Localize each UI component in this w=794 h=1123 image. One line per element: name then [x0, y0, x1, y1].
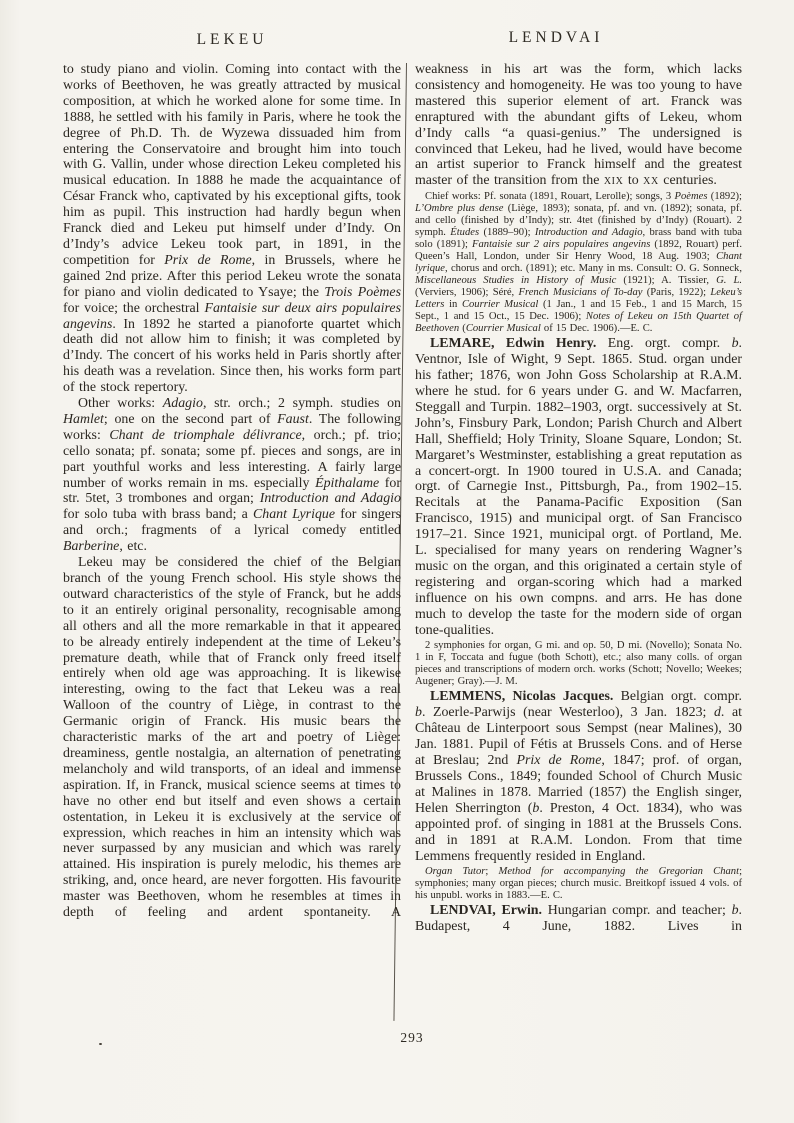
text-segment: in [444, 299, 462, 311]
text-segment: (1892); [707, 191, 742, 203]
text-segment: Introduction and Adagio [534, 227, 643, 239]
text-segment: . The following works: [63, 411, 402, 443]
text-segment: (1921); A. Tissier, [616, 275, 717, 287]
text-segment: , 1847; prof. of organ, Brussels Cons., 1849; founded School of Church Music at Malines in 1878. Married (1857) the English singer, Helen Sherrington ( [415, 753, 742, 816]
entry-lekeu-other-works [63, 396, 401, 555]
text-segment: (Verviers, 1906); Séré, [415, 287, 519, 299]
entry-lemare-works [415, 640, 742, 688]
text-segment: xix [603, 173, 624, 189]
text-segment: b [731, 903, 739, 919]
text-segment: Chant de triomphale délivrance [109, 427, 302, 443]
text-segment: Lekeu may be considered the chief of the Belgian branch of the young French school. His style shows the outward characteristics of the style of Franck, but he adds to it an entirely original personality, recognisable among all others and all the more remarkable in that it appeared to be already entirely independent at the time of Lekeu’s premature death, while that of Franck only freed itself entirely when old age was approaching. It is likewise interesting, owing to the fact that Lekeu was a real Walloon of the country of Liège, in contrast to the Germanic origin of Franck. His music bears the characteristic marks of the art and poetry of Liège: dreaminess, gentle nostalgia, an alternation of penetrating melancholy and wild transports, of an ideal and immense aspiration. If, in Franck, musical science seems at times to have no other end but itself and even shows a certain ostentation, in Lekeu it is exclusively at the service of expression, which reaches in him an intensity which was never surpassed by any musician and which was rarely attained. His inspiration is purely melodic, his themes are striking, and, once heard, are never forgotten. His favourite master was Beethoven, whom he resembles at times in depth of feeling and ardent spontaneity. A [63, 555, 401, 921]
text-segment: (1 Jan., 1 and 15 Feb., 1 and 15 March, 15 Sept., 1 and 15 Oct., 15 Dec. 1906); [415, 299, 742, 323]
text-segment: (1889–90); [479, 227, 535, 239]
left-text-column [63, 62, 401, 921]
text-segment: (1892, Rouart) perf. Queen’s Hall, London, under Sir Henry Wood, 18 Aug. 1903; [415, 239, 743, 263]
text-segment: weakness in his art was the form, which lacks consistency and homogeneity. He was too young to have mastered this superior element of art. Franck was enraptured with the abundant gifts of Lekeu, whom d’Indy calls “a quasi-genius.” The undersigned is convinced that Lekeu, had he lived, would have become an artist superior to Franck himself and the greatest master of the transition from the [415, 62, 742, 189]
text-segment: Courrier Musical [465, 323, 541, 335]
running-header-left: LEKEU [196, 31, 268, 48]
text-segment: Épithalame [315, 475, 380, 491]
text-segment: Études [450, 227, 480, 239]
text-segment: L’Ombre plus dense [415, 203, 504, 215]
text-segment: Faust [277, 411, 309, 427]
text-segment: Trois Poèmes [324, 284, 401, 300]
entry-lemmens [415, 689, 742, 864]
text-segment: ( [459, 323, 466, 335]
text-segment: Poèmes [674, 191, 708, 203]
entry-lekeu-chief-works [415, 191, 742, 335]
entry-lekeu-continuation [63, 62, 401, 396]
text-segment: . Preston, 4 Oct. 1834), who was appointed prof. of singing in 1881 at the Brussels Cons. and in 1891 at R.A.M. London. From that time Lemmens frequently resided in England. [415, 800, 742, 864]
text-segment: Organ Tutor [425, 866, 486, 878]
text-segment: to study piano and violin. Coming into contact with the works of Beethoven, he was greatly attracted by musical composition, at which he worked alone for some time. In 1888, he settled with his family in Paris, where he took the degree of Ph.D. Th. de Wyzewa dissuaded him from entering the Conservatoire and brought him into touch with G. Vallin, under whose direction Lekeu completed his musical education. In 1888 he made the acquaintance of César Franck who, captivated by his exceptional gifts, took him as pupil. This instruction had hardly begun when Franck died and Lekeu put himself under d’Indy. On d’Indy’s advice Lekeu took part, in 1891, in the competition for [63, 62, 401, 268]
entry-lemare [415, 336, 742, 638]
text-segment: LENDVAI, Erwin. [430, 903, 543, 919]
text-segment: centuries. [658, 173, 717, 189]
text-segment: ; [485, 866, 499, 878]
text-segment: Adagio [162, 396, 203, 412]
text-segment: French Musicians of To-day [518, 287, 643, 299]
entry-lendvai [415, 903, 742, 935]
text-segment: Fantaisie sur deux airs populaires angevins [63, 300, 401, 332]
entry-lekeu-assessment [63, 555, 401, 921]
text-segment: ; symphonies; many organ pieces; church music. Breitkopf issued 4 vols. of his unpubl. works in 1883.—E. C. [415, 866, 743, 902]
text-segment: Lekeu’s Letters [415, 287, 742, 311]
ink-speck [99, 1043, 102, 1045]
text-segment: Hamlet [63, 411, 104, 427]
text-segment: . Budapest, 4 June, 1882. Lives in [415, 903, 742, 935]
text-segment: xx [643, 173, 659, 189]
running-header-right: LENDVAI [508, 29, 604, 46]
text-segment: Chief works: Pf. sonata (1891, Rouart, Lerolle); songs, 3 [425, 191, 675, 203]
text-segment: Belgian orgt. compr. [613, 689, 742, 705]
text-segment: of 15 Dec. 1906).—E. C. [540, 323, 653, 335]
text-segment: Other works: [78, 396, 163, 412]
text-segment: . at Château de Linterpoort sous Sempst (near Malines), 30 Jan. 1881. Pupil of Fétis at Brussels Cons. and of Herse at Breslau; 2nd [415, 705, 742, 769]
text-segment: ; one on the second part of [103, 411, 278, 427]
right-text-column [415, 62, 742, 935]
text-segment: Miscellaneous Studies in History of Music [415, 275, 617, 287]
text-segment: for singers and orch.; fragments of a lyrical comedy entitled [63, 507, 401, 539]
text-segment: b [415, 705, 422, 721]
text-segment: b [731, 336, 739, 352]
text-segment: Notes of Lekeu on 15th Quartet of Beethoven [415, 311, 742, 335]
text-segment: for solo tuba with brass band; a [63, 507, 254, 523]
text-segment: , brass band with tuba solo (1891); [415, 227, 743, 251]
text-segment: (Paris, 1922); [642, 287, 711, 299]
text-segment: b [532, 800, 540, 816]
text-segment: Chant Lyrique [253, 507, 336, 523]
text-segment: , etc. [119, 539, 147, 555]
text-segment: for str. 5tet, 3 trombones and organ; [63, 475, 402, 507]
page-number: 293 [400, 1030, 424, 1045]
text-segment: LEMMENS, Nicolas Jacques. [430, 689, 614, 705]
entry-lemmens-works [415, 866, 742, 902]
text-segment: 2 symphonies for organ, G mi. and op. 50, D mi. (Novello); Sonata No. 1 in F, Toccata and fugue (both Schott), etc.; also many colls. of organ pieces and transcriptions of modern orch. works (Schott; Novello; Weekes; Augener; Gray).—J. M. [415, 640, 742, 688]
text-segment: Method for accompanying the Gregorian Chant [498, 866, 740, 878]
entry-lekeu-assessment-continued [415, 62, 742, 189]
text-segment: , chorus and orch. (1891); etc. Many in ms. Consult: O. G. Sonneck, [445, 263, 742, 275]
text-segment: Introduction and Adagio [259, 491, 401, 507]
text-segment: , str. orch.; 2 symph. studies on [202, 396, 402, 412]
text-segment: , orch.; pf. trio; cello sonata; pf. sonata; some pf. pieces and songs, are in part youthful works and less interesting. A fairly large number of works remain in ms. especially [63, 427, 401, 491]
text-segment: Eng. orgt. compr. [596, 336, 732, 352]
text-segment: Hungarian compr. and teacher; [542, 903, 732, 919]
text-segment: Fantaisie sur 2 airs populaires angevins [472, 239, 651, 251]
text-segment: . Ventnor, Isle of Wight, 9 Sept. 1865. Stud. organ under his father; 1876, won John Goss Scholarship at R.A.M. where he stud. for 6 years under G. and W. Macfarren, Steggall and Turpin. 1882–1903, orgt. successively at St. John’s, Finsbury Park, London; Parish Church and Albert Hall, Sheffield; Holy Trinity, Sloane Square, London; St. Margaret’s Westminster, establishing a great reputation as a concert-orgt. In 1900 toured in U.S.A. and Canada; orgt. of Carnegie Inst., Pittsburgh, Pa., from 1902–15. Recitals at the Panama-Pacific Exposition (San Francisco, 1915) and municipal orgt. of San Francisco 1917–21. Since 1921, municipal orgt. of Portland, Me. L. specialised for many years on rendering Wagner’s music on the organ, and this originated a certain style of registering and organ-scoring which had a marked influence on his own compns. and arrs. He has done much to develop the taste for the modern side of organ tone-qualities. [415, 336, 742, 638]
text-segment: Chant lyrique [415, 251, 742, 275]
text-segment: . Zoerle-Parwijs (near Westerloo), 3 Jan. 1823; [421, 705, 714, 721]
text-segment: d [713, 705, 721, 721]
text-segment: LEMARE, Edwin Henry. [430, 336, 597, 352]
text-segment: G. L. [716, 275, 742, 287]
text-segment: Prix de Rome [516, 753, 602, 769]
text-segment: to [623, 173, 644, 189]
text-segment: . In 1892 he started a pianoforte quartet which death did not allow him to finish; it was completed by d’Indy. The concert of his works held in Paris shortly after his death was a revelation. Since then, his works form part of the stock repertory. [63, 316, 401, 396]
text-segment: for voice; the orchestral [63, 300, 205, 316]
text-segment: Prix de Rome [164, 252, 252, 268]
text-segment: (Liège, 1893); sonata, pf. and vn. (1892); sonata, pf. and cello (finished by d’Indy); str. 4tet (finished by d’Indy) (Rouart). 2 symph. [415, 203, 742, 239]
text-segment: , in Brussels, where he gained 2nd prize. After this period Lekeu wrote the sonata for piano and violin dedicated to Ysaye; the [63, 252, 401, 300]
text-segment: Courrier Musical [461, 299, 539, 311]
text-segment: Barberine [63, 539, 120, 555]
